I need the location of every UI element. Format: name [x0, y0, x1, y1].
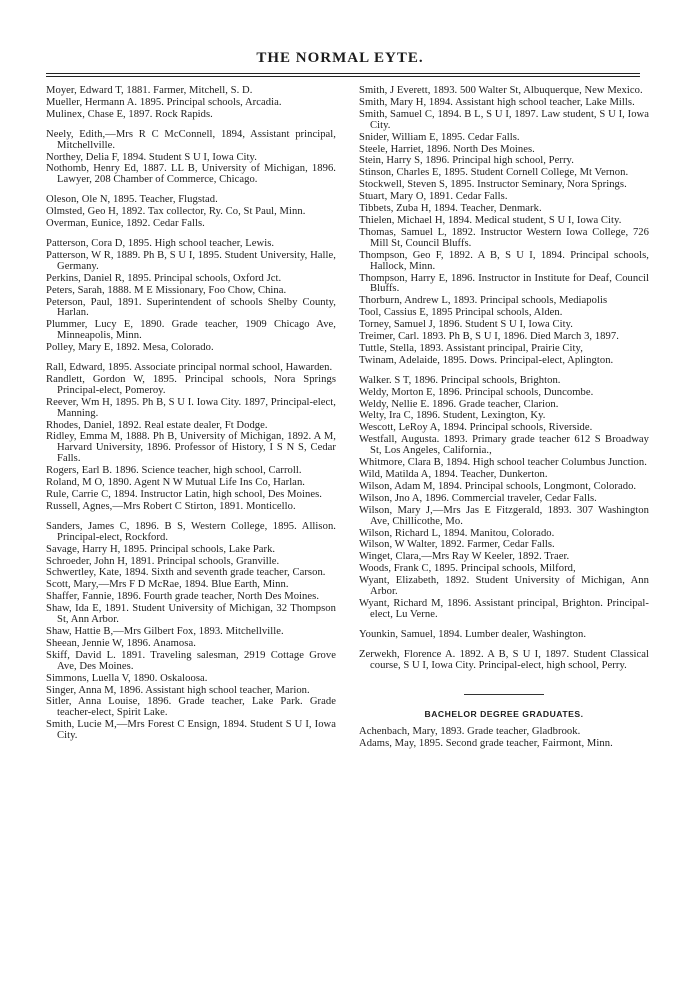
list-item: Winget, Clara,—Mrs Ray W Keeler, 1892. Traer. [359, 551, 570, 563]
list-item: Rogers, Earl B. 1896. Science teacher, high school, Carroll. [46, 465, 302, 477]
list-item: Olmsted, Geo H, 1892. Tax collector, Ry. Co, St Paul, Minn. [46, 206, 306, 218]
right-column [359, 86, 649, 751]
list-item: Weldy, Morton E, 1896. Principal schools, Duncombe. [359, 386, 594, 398]
list-item: Peterson, Paul, 1891. Superintendent of schools Shelby County, Harlan. [46, 296, 336, 319]
list-item: Shaffer, Fannie, 1896. Fourth grade teacher, North Des Moines. [46, 591, 320, 603]
list-item: Smith, Mary H, 1894. Assistant high school teacher, Lake Mills. [359, 96, 635, 108]
left-column [46, 86, 336, 743]
list-item: Smith, Samuel C, 1894. B L, S U I, 1897. Law student, S U I, Iowa City. [359, 108, 649, 131]
list-item: Thomas, Samuel L, 1892. Instructor Western Iowa College, 726 Mill St, Council Bluffs. [359, 226, 649, 249]
list-item: Rule, Carrie C, 1894. Instructor Latin, high school, Des Moines. [46, 489, 322, 500]
list-item: Wilson, W Walter, 1892. Farmer, Cedar Falls. [359, 539, 555, 551]
list-item: Shaw, Hattie B,—Mrs Gilbert Fox, 1893. Mitchellville. [46, 625, 284, 637]
list-item: Stuart, Mary O, 1891. Cedar Falls. [359, 191, 508, 203]
list-item: Tibbets, Zuba H, 1894. Teacher, Denmark. [359, 203, 542, 215]
list-item: Wyant, Richard M, 1896. Assistant principal, Brighton. Principal-elect, Lu Verne. [359, 597, 649, 620]
section-title: BACHELOR DEGREE GRADUATES. [424, 708, 584, 719]
list-item: Stein, Harry S, 1896. Principal high school, Perry. [359, 155, 574, 167]
list-item: Younkin, Samuel, 1894. Lumber dealer, Washington. [359, 628, 587, 640]
list-item: Torney, Samuel J, 1896. Student S U I, Iowa City. [359, 319, 573, 331]
list-item: Oleson, Ole N, 1895. Teacher, Flugstad. [46, 194, 218, 206]
list-item: Mulinex, Chase E, 1897. Rock Rapids. [46, 108, 213, 120]
list-item: Wilson, Jno A, 1896. Commercial traveler, Cedar Falls. [359, 492, 597, 504]
list-item: Wilson, Richard L, 1894. Manitou, Colorado. [359, 527, 555, 539]
list-item: Smith, J Everett, 1893. 500 Walter St, Albuquerque, New Mexico. [359, 85, 643, 96]
list-item: Smith, Lucie M,—Mrs Forest C Ensign, 1894. Student S U I, Iowa City. [46, 719, 336, 742]
list-item: Thielen, Michael H, 1894. Medical student, S U I, Iowa City. [359, 214, 622, 226]
list-item: Stinson, Charles E, 1895. Student Cornell College, Mt Vernon. [359, 167, 629, 179]
list-item: Singer, Anna M, 1896. Assistant high school teacher, Marion. [46, 684, 310, 696]
list-item: Tuttle, Stella, 1893. Assistant principal, Prairie City, [359, 342, 583, 354]
list-item: Simmons, Luella V, 1890. Oskaloosa. [46, 672, 208, 684]
list-item: Wild, Matilda A, 1894. Teacher, Dunkerton. [359, 469, 548, 480]
list-item: Schroeder, John H, 1891. Principal schools, Granville. [46, 555, 280, 567]
list-item: Scott, Mary,—Mrs F D McRae, 1894. Blue Earth, Minn. [46, 579, 289, 591]
section-divider [464, 694, 544, 695]
list-item: Walker. S T, 1896. Principal schools, Brighton. [359, 374, 561, 386]
list-item: Woods, Frank C, 1895. Principal schools, Milford, [359, 563, 576, 575]
list-item: Thompson, Harry E, 1896. Instructor in Institute for Deaf, Council Bluffs. [359, 272, 649, 295]
list-item: Moyer, Edward T, 1881. Farmer, Mitchell, S. D. [46, 85, 253, 96]
list-item: Reever, Wm H, 1895. Ph B, S U I. Iowa City. 1897, Principal-elect, Manning. [46, 396, 336, 419]
list-item: Nothomb, Henry Ed, 1887. LL B, University of Michigan, 1896. Lawyer, 208 Chamber of Commerce, Chicago. [46, 163, 336, 186]
list-item: Neely, Edith,—Mrs R C McConnell, 1894, Assistant principal, Mitchellville. [46, 128, 336, 151]
list-item: Mueller, Hermann A. 1895. Principal schools, Arcadia. [46, 96, 282, 108]
list-item: Ridley, Emma M, 1888. Ph B, University of Michigan, 1892. A M, Harvard University, 1896. Professor of History, I S N S, Cedar Falls. [46, 431, 336, 465]
list-item: Westfall, Augusta. 1893. Primary grade teacher 612 S Broadway St, Los Angeles, California., [359, 434, 649, 457]
list-item: Rall, Edward, 1895. Associate principal normal school, Hawarden. [46, 362, 333, 374]
list-item: Stockwell, Steven S, 1895. Instructor Seminary, Nora Springs. [359, 179, 627, 191]
list-item: Wyant, Elizabeth, 1892. Student University of Michigan, Ann Arbor. [359, 575, 649, 598]
list-item: Rhodes, Daniel, 1892. Real estate dealer, Ft Dodge. [46, 419, 268, 431]
list-item: Roland, M O, 1890. Agent N W Mutual Life Ins Co, Harlan. [46, 477, 305, 489]
list-item: Skiff, David L. 1891. Traveling salesman, 2919 Cottage Grove Ave, Des Moines. [46, 649, 336, 672]
list-item: Sitler, Anna Louise, 1896. Grade teacher, Lake Park. Grade teacher-elect, Spirit Lake. [46, 696, 336, 719]
list-item: Overman, Eunice, 1892. Cedar Falls. [46, 218, 205, 230]
list-item: Steele, Harriet, 1896. North Des Moines. [359, 143, 535, 155]
list-item: Tool, Cassius E, 1895 Principal schools, Alden. [359, 307, 563, 319]
list-item: Polley, Mary E, 1892. Mesa, Colorado. [46, 342, 214, 354]
list-item: Treimer, Carl. 1893. Ph B, S U I, 1896. Died March 3, 1897. [359, 331, 619, 343]
page-title: THE NORMAL EYTE. [256, 50, 424, 66]
list-item: Randlett, Gordon W, 1895. Principal schools, Nora Springs Principal-elect, Pomeroy. [46, 373, 336, 396]
list-item: Schwertley, Kate, 1894. Sixth and seventh grade teacher, Carson. [46, 567, 326, 579]
list-item: Adams, May, 1895. Second grade teacher, Fairmont, Minn. [359, 738, 613, 750]
list-item: Peters, Sarah, 1888. M E Missionary, Foo Chow, China. [46, 284, 287, 296]
list-item: Zerwekh, Florence A. 1892. A B, S U I, 1897. Student Classical course, S U I, Iowa City. Principal-elect, high school, Perry. [359, 648, 649, 671]
list-item: Patterson, W R, 1889. Ph B, S U I, 1895. Student University, Halle, Germany. [46, 249, 336, 272]
list-item: Wilson, Mary J,—Mrs Jas E Fitzgerald, 1893. 307 Washington Ave, Chillicothe, Mo. [359, 504, 649, 527]
list-item: Patterson, Cora D, 1895. High school teacher, Lewis. [46, 237, 275, 249]
list-item: Russell, Agnes,—Mrs Robert C Stirton, 1891. Monticello. [46, 500, 296, 512]
list-item: Thompson, Geo F, 1892. A B, S U I, 1894. Principal schools, Hallock, Minn. [359, 249, 649, 272]
list-item: Northey, Delia F, 1894. Student S U I, Iowa City. [46, 151, 257, 163]
list-item: Achenbach, Mary, 1893. Grade teacher, Gladbrook. [359, 726, 581, 738]
list-item: Weldy, Nellie E. 1896. Grade teacher, Clarion. [359, 398, 559, 410]
list-item: Thorburn, Andrew L, 1893. Principal schools, Mediapolis [359, 295, 608, 307]
list-item: Sanders, James C, 1896. B S, Western College, 1895. Allison. Principal-elect, Rockford. [46, 520, 336, 543]
list-item: Perkins, Daniel R, 1895. Principal schools, Oxford Jct. [46, 272, 282, 284]
list-item: Whitmore, Clara B, 1894. High school teacher Columbus Junction. [359, 457, 647, 469]
list-item: Savage, Harry H, 1895. Principal schools, Lake Park. [46, 543, 276, 555]
header-rule-thin [46, 76, 640, 77]
list-item: Shaw, Ida E, 1891. Student University of Michigan, 32 Thompson St, Ann Arbor. [46, 603, 336, 626]
list-item: Wescott, LeRoy A, 1894. Principal schools, Riverside. [359, 422, 593, 434]
list-item: Twinam, Adelaide, 1895. Dows. Principal-elect, Aplington. [359, 354, 614, 366]
list-item: Plummer, Lucy E, 1890. Grade teacher, 1909 Chicago Ave, Minneapolis, Minn. [46, 319, 336, 342]
list-item: Wilson, Adam M, 1894. Principal schools, Longmont, Colorado. [359, 480, 637, 492]
list-item: Sheean, Jennie W, 1896. Anamosa. [46, 637, 196, 649]
list-item: Snider, William E, 1895. Cedar Falls. [359, 131, 520, 143]
header-rule [46, 73, 640, 74]
list-item: Welty, Ira C, 1896. Student, Lexington, Ky. [359, 410, 546, 422]
